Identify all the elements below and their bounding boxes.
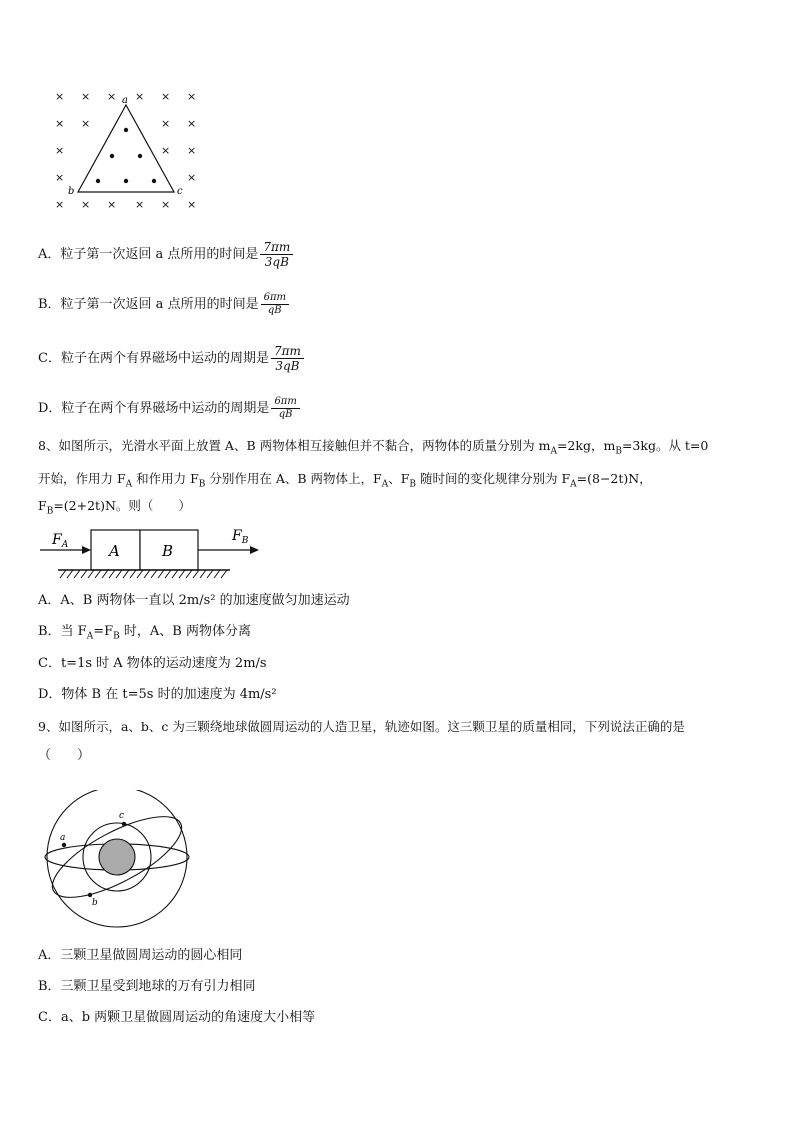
q7-option-a: A．粒子第一次返回 a 点所用的时间是 $\frac{7\pi m}{3qB}$	[38, 240, 293, 269]
svg-text:×: ×	[161, 144, 171, 157]
svg-text:×: ×	[187, 90, 197, 103]
fraction: $\frac{7\pi m}{3qB}$	[271, 344, 304, 373]
earth	[99, 839, 135, 875]
svg-text:×: ×	[55, 198, 65, 211]
vertex-c-label: c	[177, 186, 183, 197]
q9-option-a: A．三颗卫星做圆周运动的圆心相同	[38, 948, 243, 963]
satellite-b	[88, 893, 92, 897]
q8-stem-line2: 开始，作用力 $F_A$ 和作用力 $F_B$ 分别作用在 A、B 两物体上，$F_A$、$F_B$ 随时间的变化规律分别为 $F_A=(8-2t)N$，	[38, 471, 652, 490]
svg-text:×: ×	[187, 171, 197, 184]
triangle-field-figure	[50, 88, 210, 214]
svg-text:×: ×	[55, 117, 65, 130]
satellite-a	[62, 843, 66, 847]
svg-text:×: ×	[135, 198, 145, 211]
svg-text:×: ×	[187, 117, 197, 130]
svg-text:×: ×	[187, 144, 197, 157]
svg-text:×: ×	[81, 117, 91, 130]
svg-text:×: ×	[81, 90, 91, 103]
svg-text:×: ×	[161, 90, 171, 103]
ground-hatch	[60, 570, 227, 578]
q8-stem-line3: $F_B=(2+2t)N$。则（ ）	[38, 498, 191, 517]
vertex-a-label: a	[122, 95, 128, 106]
fa-label: $F_A$	[52, 532, 69, 550]
q9-option-b: B．三颗卫星受到地球的万有引力相同	[38, 979, 256, 994]
label-b: b	[92, 898, 98, 908]
q8-option-c: C．t=1s 时 A 物体的运动速度为 2m/s	[38, 656, 267, 671]
satellite-orbits-figure	[42, 790, 196, 932]
q7-option-d: D．粒子在两个有界磁场中运动的周期是 $\frac{6\pi m}{qB}$	[38, 396, 300, 421]
fraction: $\frac{6\pi m}{qB}$	[261, 292, 289, 317]
svg-text:×: ×	[55, 171, 65, 184]
svg-text:×: ×	[161, 198, 171, 211]
cross-grid	[55, 90, 196, 211]
q8-option-b: B．当 $F_A=F_B$ 时，A、B 两物体分离	[38, 624, 251, 642]
q7-option-c: C．粒子在两个有界磁场中运动的周期是 $\frac{7\pi m}{3qB}$	[38, 344, 304, 373]
svg-text:×: ×	[135, 90, 145, 103]
fraction: $\frac{6\pi m}{qB}$	[271, 396, 299, 421]
dot-field	[96, 128, 156, 183]
blocks-figure	[38, 524, 268, 580]
q8-option-d: D．物体 B 在 t=5s 时的加速度为 4m/s²	[38, 687, 277, 702]
label-c: c	[119, 811, 125, 821]
q9-stem-line2: （ ）	[38, 748, 91, 763]
svg-text:×: ×	[81, 198, 91, 211]
q8-stem-line1: 8、如图所示，光滑水平面上放置 A、B 两物体相互接触但并不黏合，两物体的质量分别为 $m_A=2kg$，$m_B=3kg$。从 t=0	[38, 438, 709, 457]
svg-text:×: ×	[55, 90, 65, 103]
label-a: a	[60, 833, 66, 843]
svg-text:×: ×	[55, 144, 65, 157]
block-a-label: A	[109, 542, 120, 560]
fraction: $\frac{7\pi m}{3qB}$	[260, 240, 293, 269]
svg-text:×: ×	[107, 198, 117, 211]
satellite-c	[122, 822, 126, 826]
q8-option-a: A．A、B 两物体一直以 2m/s² 的加速度做匀加速运动	[38, 593, 350, 608]
svg-text:×: ×	[187, 198, 197, 211]
fb-label: $F_B$	[232, 528, 249, 546]
block-b-label: B	[162, 542, 174, 560]
svg-text:×: ×	[107, 90, 117, 103]
q9-option-c: C．a、b 两颗卫星做圆周运动的角速度大小相等	[38, 1010, 316, 1025]
q7-option-b: B．粒子第一次返回 a 点所用的时间是 $\frac{6\pi m}{qB}$	[38, 292, 289, 317]
q9-stem-line1: 9、如图所示，a、b、c 为三颗绕地球做圆周运动的人造卫星，轨迹如图。这三颗卫星的质量相同，下列说法正确的是	[38, 719, 685, 734]
vertex-b-label: b	[68, 186, 75, 197]
svg-text:×: ×	[161, 117, 171, 130]
